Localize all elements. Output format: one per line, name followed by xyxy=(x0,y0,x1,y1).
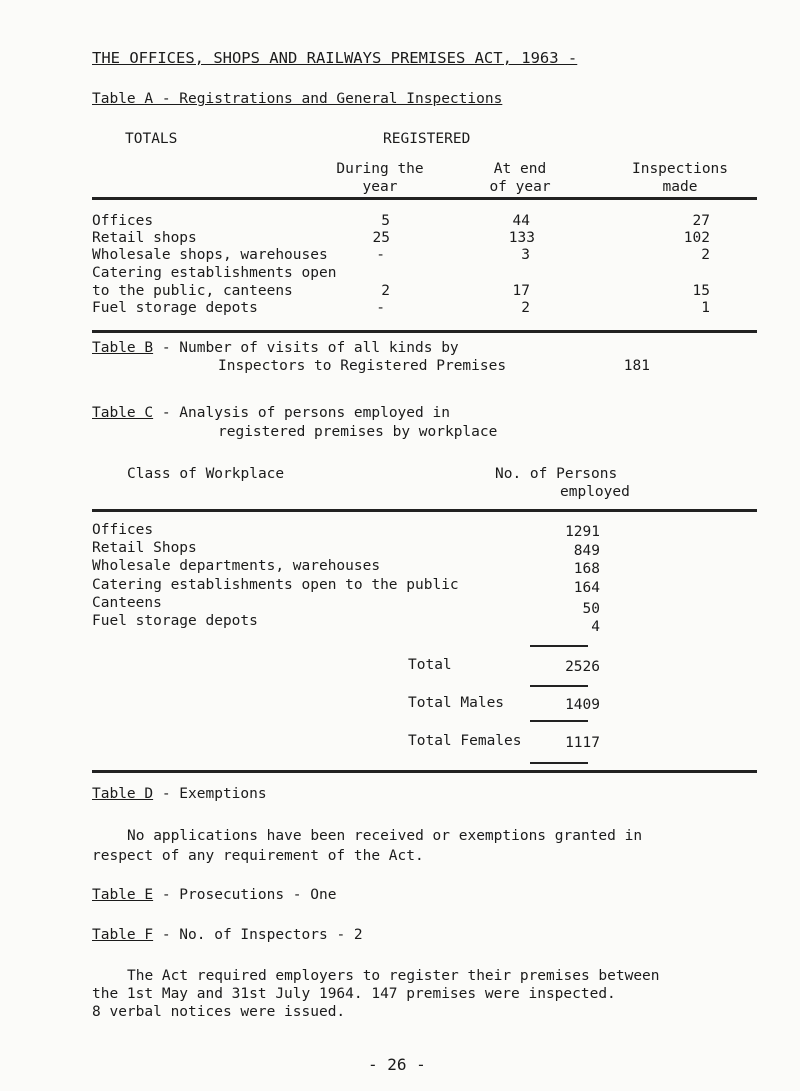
table-b-value: 181 xyxy=(623,358,650,374)
table-e-label: Table E xyxy=(92,887,154,903)
row-label: Retail shops xyxy=(92,230,197,246)
row-during: 5 xyxy=(381,213,390,229)
total-rule xyxy=(530,645,588,647)
row-end: 17 xyxy=(512,283,530,299)
row-during: - xyxy=(376,300,385,316)
row-value: 4 xyxy=(591,619,600,635)
row-label: Canteens xyxy=(92,595,162,611)
table-c-label: Table C xyxy=(92,405,154,421)
row-during: - xyxy=(376,247,385,263)
males-rule xyxy=(530,685,588,687)
row-label: Fuel storage depots xyxy=(92,613,258,629)
page-number: - 26 - xyxy=(368,1055,426,1074)
table-b-text-2: Inspectors to Registered Premises xyxy=(218,358,507,374)
row-insp: 27 xyxy=(692,213,710,229)
col-insp-heading-2: made xyxy=(662,179,698,195)
col-end-heading-2: of year xyxy=(489,179,551,195)
table-d-text-1: No applications have been received or exemptions granted in xyxy=(127,828,643,844)
table-f-text: - No. of Inspectors - 2 xyxy=(161,927,363,943)
row-label: Retail Shops xyxy=(92,540,197,556)
table-d-title xyxy=(92,786,267,802)
closing-line-2: the 1st May and 31st July 1964. 147 premises were inspected. xyxy=(92,986,616,1002)
col-class-heading: Class of Workplace xyxy=(127,466,285,482)
table-c-line-1 xyxy=(92,405,450,421)
table-a-header-rule xyxy=(92,197,757,200)
row-during: 25 xyxy=(372,230,390,246)
total-label: Total xyxy=(408,657,452,673)
table-e-text: - Prosecutions - One xyxy=(161,887,337,903)
row-insp: 102 xyxy=(683,230,710,246)
row-label: Wholesale shops, warehouses xyxy=(92,247,328,263)
table-f-label: Table F xyxy=(92,927,154,943)
row-insp: 1 xyxy=(701,300,710,316)
registered-heading: REGISTERED xyxy=(383,131,471,147)
table-b-text-1: - Number of visits of all kinds by xyxy=(161,340,459,356)
row-label: to the public, canteens xyxy=(92,283,293,299)
col-insp-heading-1: Inspections xyxy=(631,161,729,177)
table-b-line-1 xyxy=(92,340,459,356)
col-end-heading-1: At end xyxy=(493,161,547,177)
table-a-bottom-rule xyxy=(92,330,757,333)
row-label: Offices xyxy=(92,213,154,229)
closing-line-1: The Act required employers to register their premises between xyxy=(127,968,660,984)
total-value: 2526 xyxy=(565,659,600,675)
col-persons-heading-1: No. of Persons xyxy=(495,466,618,482)
table-a-title-text: Table A - Registrations and General Inspections xyxy=(92,91,503,107)
males-label: Total Males xyxy=(408,695,505,711)
table-b-label: Table B xyxy=(92,340,154,356)
table-d-label: Table D xyxy=(92,786,154,802)
row-value: 164 xyxy=(573,580,600,596)
col-persons-heading-2: employed xyxy=(560,484,630,500)
col-during-heading-2: year xyxy=(362,179,398,195)
row-end: 3 xyxy=(521,247,530,263)
table-c-header-rule xyxy=(92,509,757,512)
table-a-title xyxy=(92,91,502,107)
table-c-text-1: - Analysis of persons employed in xyxy=(161,405,450,421)
row-label: Offices xyxy=(92,522,154,538)
closing-line-3: 8 verbal notices were issued. xyxy=(92,1004,346,1020)
table-e xyxy=(92,887,336,903)
row-value: 168 xyxy=(573,561,600,577)
row-label: Fuel storage depots xyxy=(92,300,258,316)
females-label: Total Females xyxy=(408,733,522,749)
totals-heading: TOTALS xyxy=(125,131,178,147)
row-end: 133 xyxy=(508,230,535,246)
col-during-heading-1: During the xyxy=(336,161,424,177)
table-f xyxy=(92,927,363,943)
table-d-title-rest: - Exemptions xyxy=(161,786,267,802)
row-during: 2 xyxy=(381,283,390,299)
row-label: Wholesale departments, warehouses xyxy=(92,558,381,574)
row-end: 2 xyxy=(521,300,530,316)
row-label: Catering establishments open to the public xyxy=(92,577,459,593)
females-rule xyxy=(530,720,588,722)
row-value: 50 xyxy=(582,601,600,617)
table-d-text-2: respect of any requirement of the Act. xyxy=(92,848,424,864)
females-value: 1117 xyxy=(565,735,600,751)
table-c-text-2: registered premises by workplace xyxy=(218,424,498,440)
females-bottom-rule xyxy=(530,762,588,764)
table-c-bottom-rule xyxy=(92,770,757,773)
row-label: Catering establishments open xyxy=(92,265,337,281)
row-insp: 15 xyxy=(692,283,710,299)
row-insp: 2 xyxy=(701,247,710,263)
row-value: 1291 xyxy=(565,524,600,540)
row-value: 849 xyxy=(573,543,600,559)
row-end: 44 xyxy=(512,213,530,229)
males-value: 1409 xyxy=(565,697,600,713)
document-title: THE OFFICES, SHOPS AND RAILWAYS PREMISES ACT, 1963 - xyxy=(92,49,578,67)
